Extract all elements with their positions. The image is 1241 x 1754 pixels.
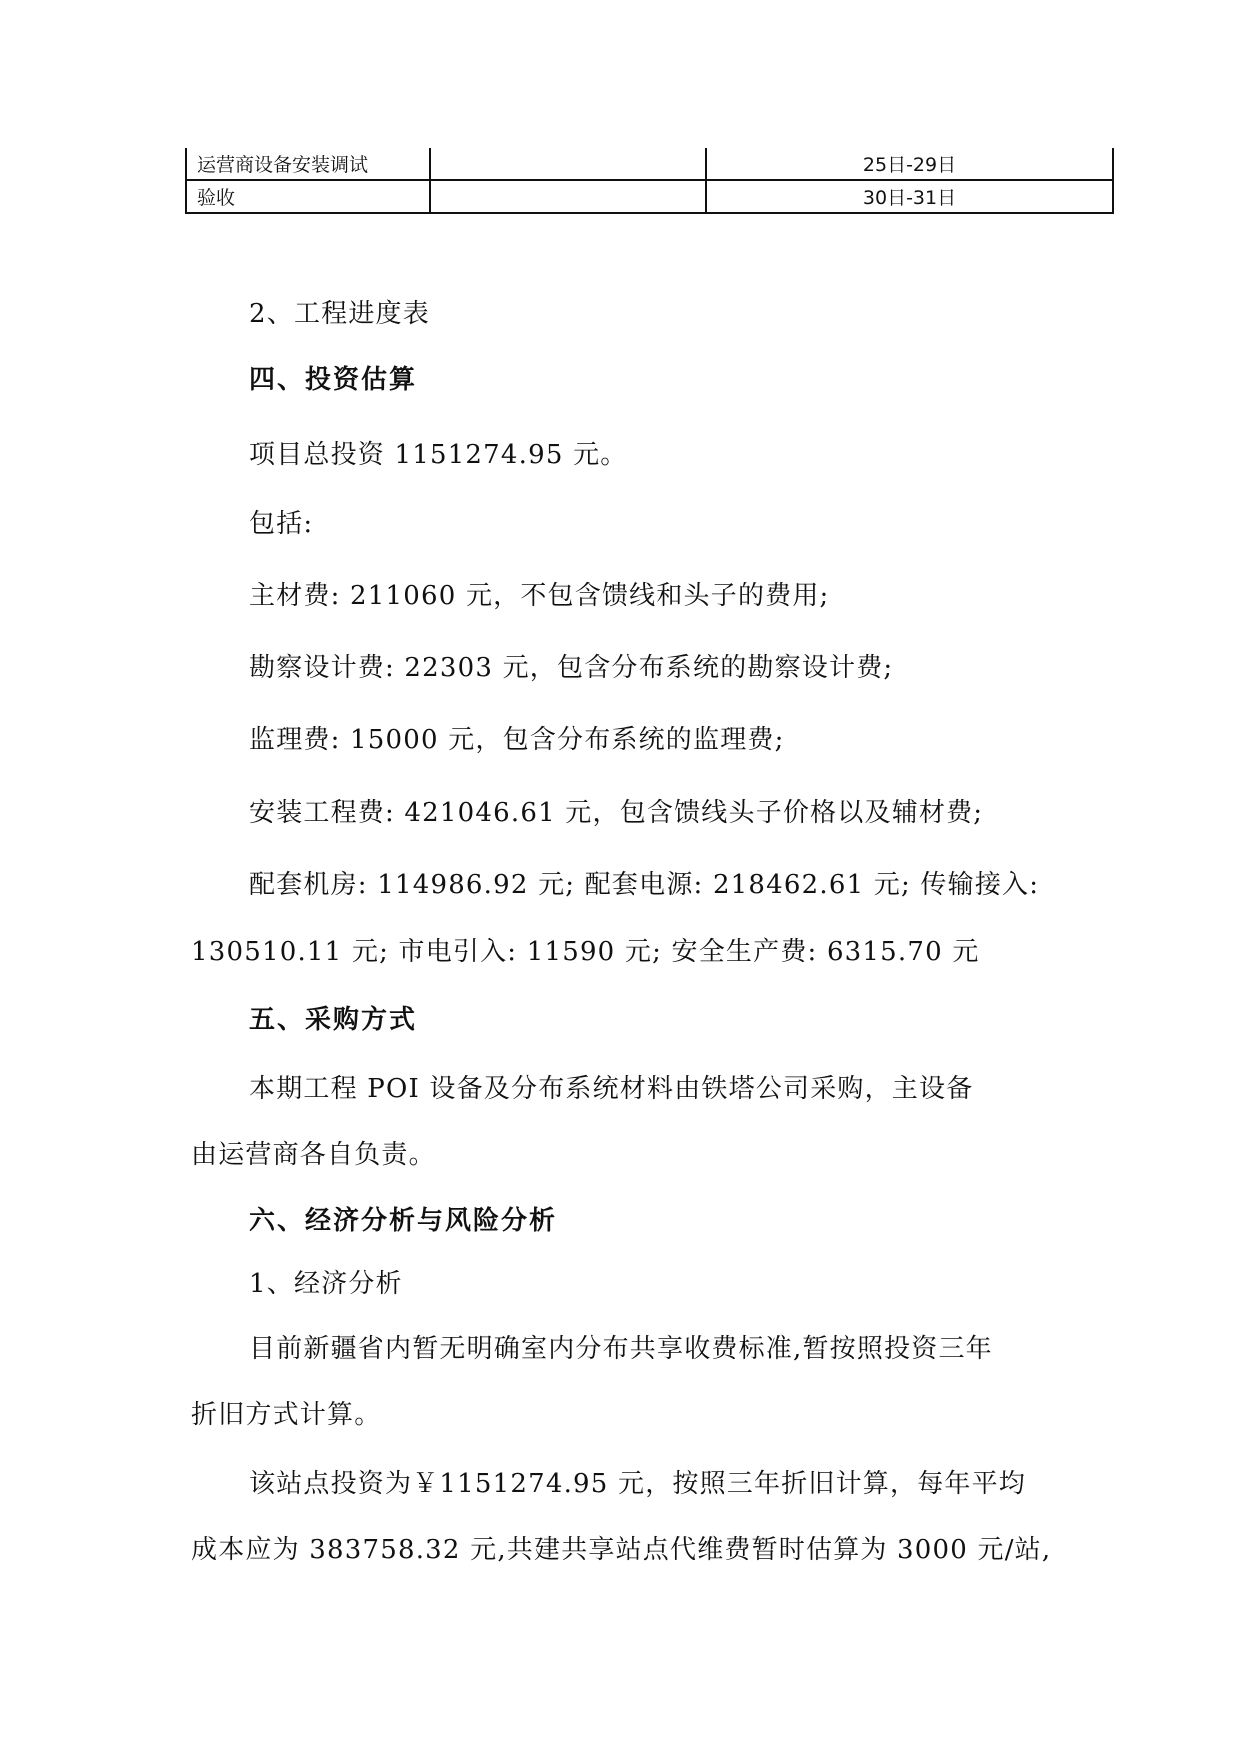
economic-analysis-line-2: 折旧方式计算。 [191,1400,382,1430]
supervision-cost: 监理费: 15000 元，包含分布系统的监理费; [249,725,785,755]
schedule-table [185,148,1114,214]
cost-analysis-line-2: 成本应为 383758.32 元,共建共享站点代维费暂时估算为 3000 元/站, [191,1535,1052,1565]
economic-analysis-title: 1、经济分析 [249,1269,403,1299]
includes-label: 包括: [249,509,314,539]
section-heading-procurement: 五、采购方式 [249,1005,418,1035]
survey-design-cost: 勘察设计费: 22303 元，包含分布系统的勘察设计费; [249,653,894,683]
note-cell [430,180,706,213]
supporting-costs-line-2: 130510.11 元; 市电引入: 11590 元; 安全生产费: 6315.70 元 [191,937,980,967]
economic-analysis-line-1: 目前新疆省内暂无明确室内分布共享收费标准,暂按照投资三年 [249,1334,993,1364]
period-cell: 30日-31日 [706,180,1113,213]
procurement-text-line-2: 由运营商各自负责。 [191,1140,436,1170]
period-cell: 25日-29日 [706,148,1113,180]
installation-cost: 安装工程费: 421046.61 元，包含馈线头子价格以及辅材费; [249,798,984,828]
section-heading-analysis: 六、经济分析与风险分析 [249,1206,558,1236]
progress-table-caption: 2、工程进度表 [249,299,430,329]
task-cell: 运营商设备安装调试 [186,148,430,180]
table-row [186,180,1113,213]
section-heading-investment: 四、投资估算 [249,365,418,395]
total-investment-text: 项目总投资 1151274.95 元。 [249,440,628,470]
table-row [186,148,1113,180]
task-cell: 验收 [186,180,430,213]
cost-analysis-line-1: 该站点投资为￥1151274.95 元，按照三年折旧计算，每年平均 [249,1469,1027,1499]
main-material-cost: 主材费: 211060 元，不包含馈线和头子的费用; [249,581,830,611]
note-cell [430,148,706,180]
supporting-costs-line-1: 配套机房: 114986.92 元; 配套电源: 218462.61 元; 传输接入: [249,870,1040,900]
procurement-text-line-1: 本期工程 POI 设备及分布系统材料由铁塔公司采购，主设备 [249,1074,974,1104]
